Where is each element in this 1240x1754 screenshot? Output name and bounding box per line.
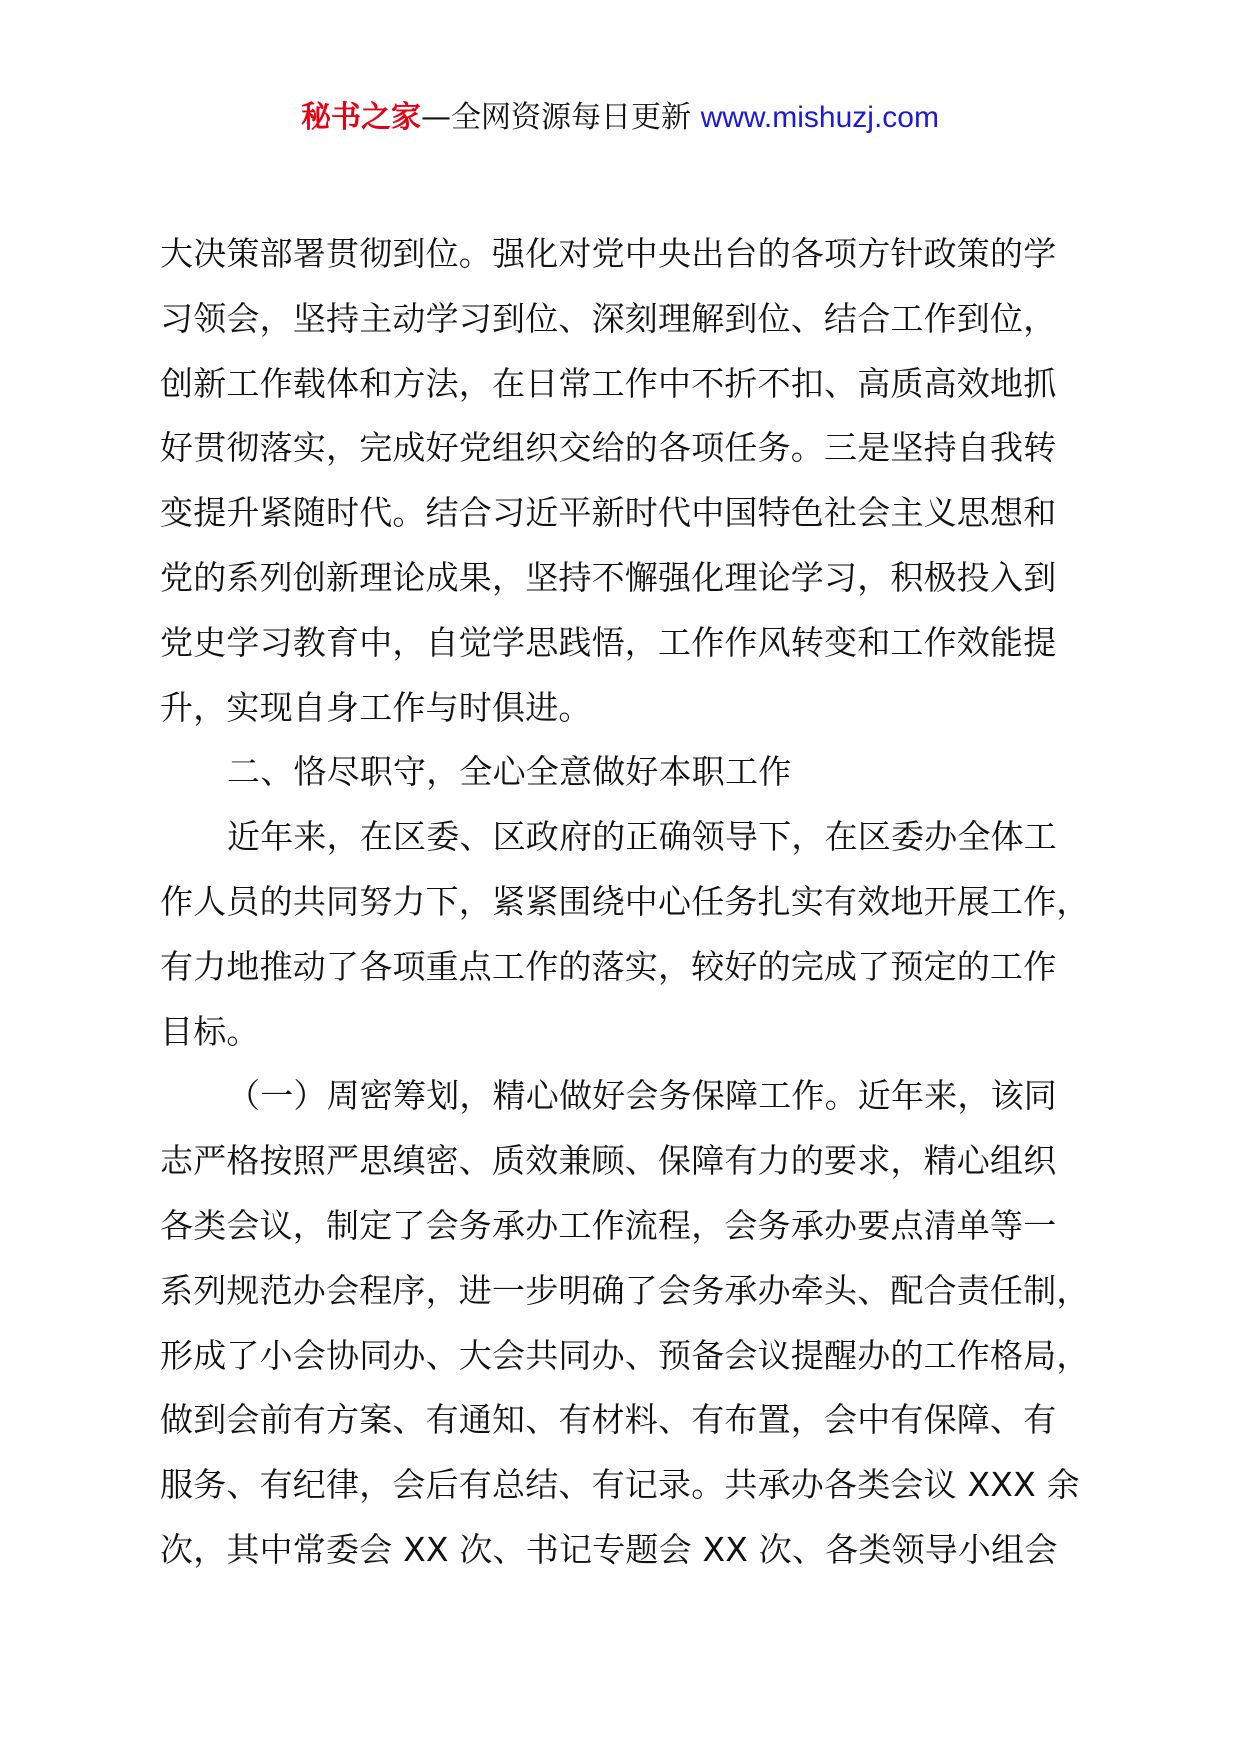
- text-line: 好贯彻落实，完成好党组织交给的各项任务。三是坚持自我转: [160, 428, 1057, 468]
- text-line: 各类会议，制定了会务承办工作流程，会务承办要点清单等一: [160, 1205, 1057, 1245]
- text-line: 近年来，在区委、区政府的正确领导下，在区委办全体工: [227, 817, 1057, 857]
- site-tagline: —全网资源每日更新: [421, 100, 701, 135]
- text-line: 目标。: [160, 1011, 260, 1051]
- text-line: 形成了小会协同办、大会共同办、预备会议提醒办的工作格局，: [160, 1335, 1090, 1375]
- text-line: 升，实现自身工作与时俱进。: [160, 687, 592, 727]
- site-url-link[interactable]: www.mishuzj.com: [700, 101, 939, 134]
- site-brand-name: 秘书之家: [301, 100, 422, 135]
- section-heading: 二、恪尽职守，全心全意做好本职工作: [227, 752, 792, 792]
- site-banner: [0, 98, 1240, 138]
- text-line: 变提升紧随时代。结合习近平新时代中国特色社会主义思想和: [160, 493, 1057, 533]
- text-line: 有力地推动了各项重点工作的落实，较好的完成了预定的工作: [160, 946, 1057, 986]
- text-line: 习领会，坚持主动学习到位、深刻理解到位、结合工作到位，: [160, 298, 1057, 338]
- text-line: 做到会前有方案、有通知、有材料、有布置，会中有保障、有: [160, 1400, 1057, 1440]
- text-line: 作人员的共同努力下，紧紧围绕中心任务扎实有效地开展工作，: [160, 881, 1090, 921]
- text-line: 系列规范办会程序，进一步明确了会务承办牵头、配合责任制，: [160, 1270, 1090, 1310]
- text-line: 党的系列创新理论成果，坚持不懈强化理论学习，积极投入到: [160, 557, 1057, 597]
- text-line: 大决策部署贯彻到位。强化对党中央出台的各项方针政策的学: [160, 234, 1057, 273]
- subsection-heading-line: （一）周密筹划，精心做好会务保障工作。近年来，该同: [227, 1076, 1057, 1116]
- text-line: 次，其中常委会 XX 次、书记专题会 XX 次、各类领导小组会: [160, 1529, 1058, 1569]
- document-body: [160, 232, 1090, 1593]
- text-line: 创新工作载体和方法，在日常工作中不折不扣、高质高效地抓: [160, 363, 1057, 403]
- text-line: 服务、有纪律，会后有总结、有记录。共承办各类会议 XXX 余: [160, 1465, 1080, 1505]
- text-line: 党史学习教育中，自觉学思践悟，工作作风转变和工作效能提: [160, 622, 1057, 662]
- text-line: 志严格按照严思缜密、质效兼顾、保障有力的要求，精心组织: [160, 1141, 1057, 1181]
